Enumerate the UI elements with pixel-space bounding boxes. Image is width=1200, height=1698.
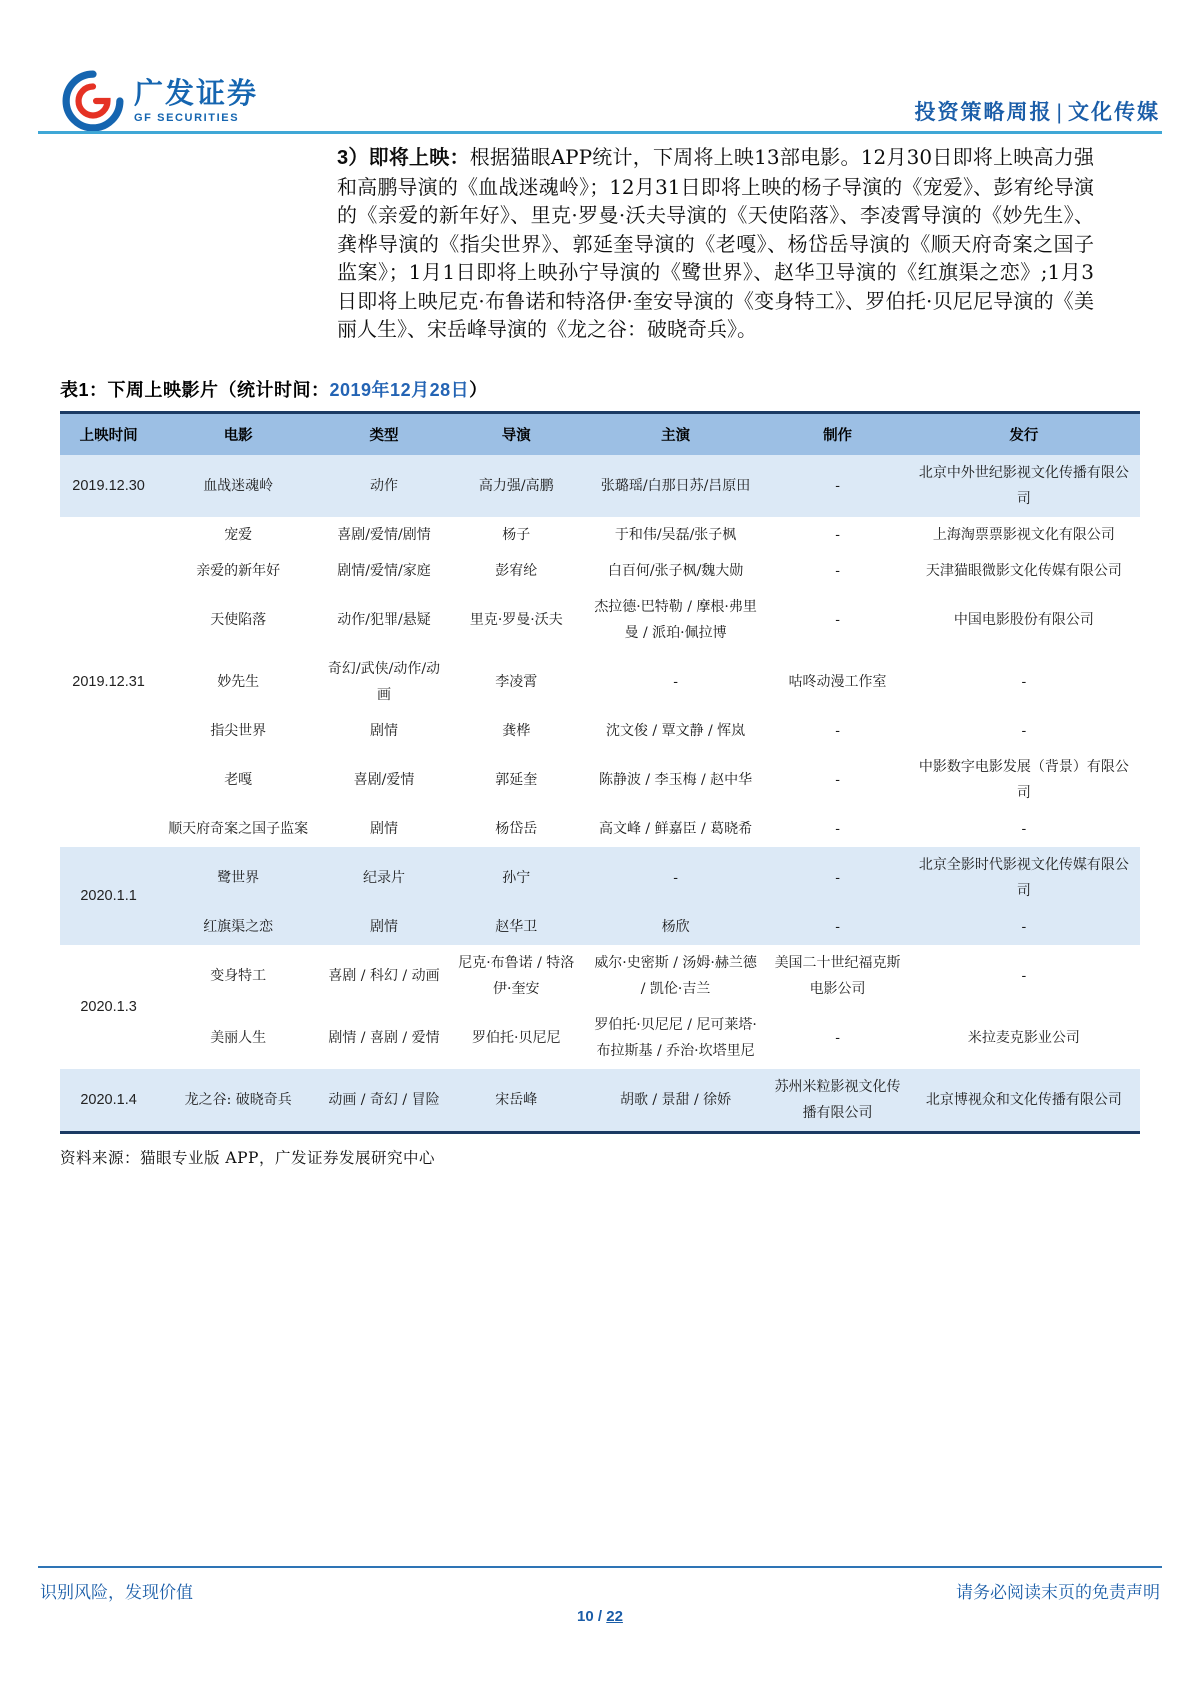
movie-release-table: [60, 411, 1140, 1134]
production-cell: -: [767, 909, 907, 945]
production-cell: -: [835, 563, 840, 579]
upcoming-movies-paragraph: [337, 143, 1094, 344]
production-cell: -: [835, 527, 840, 543]
movie-cell: 妙先生: [217, 674, 260, 690]
table-title-suffix: ）: [469, 380, 488, 400]
report-category: [915, 96, 1160, 126]
column-header: 类型: [319, 413, 449, 456]
director-cell: 彭宥纶: [495, 563, 538, 579]
cast-cell: 于和伟/吴磊/张子枫: [614, 527, 737, 543]
distribution-cell: 上海淘票票影视文化有限公司: [932, 527, 1115, 543]
release-date-cell: 2020.1.1: [60, 847, 157, 945]
distribution-cell: 北京全影时代影视文化传媒有限公司: [908, 847, 1140, 909]
production-cell: -: [835, 612, 840, 628]
movie-cell: 变身特工: [210, 968, 267, 984]
genre-cell: 纪录片: [319, 847, 449, 909]
director-cell: 龚桦: [502, 723, 531, 739]
footer-disclaimer-note: 请务必阅读末页的免责声明: [956, 1583, 1160, 1602]
production-cell: -: [835, 772, 840, 788]
genre-cell: 动作: [319, 455, 449, 517]
movie-cell: 天使陷落: [210, 612, 267, 628]
director-cell: 罗伯托·贝尼尼: [472, 1030, 561, 1046]
footer-divider: [38, 1566, 1162, 1568]
production-cell: 咕咚动漫工作室: [788, 674, 887, 690]
distribution-cell: -: [1021, 968, 1027, 984]
table-row: [60, 749, 1140, 811]
distribution-cell: 天津猫眼微影文化传媒有限公司: [925, 563, 1122, 579]
distribution-cell: 中影数字电影发展（背景）有限公司: [918, 759, 1129, 801]
director-cell: 里克·罗曼·沃夫: [469, 612, 563, 628]
genre-cell: 剧情 / 喜剧 / 爱情: [328, 1030, 440, 1046]
genre-cell: 喜剧/爱情: [353, 772, 415, 788]
cast-cell: 胡歌 / 景甜 / 徐娇: [584, 1069, 768, 1133]
column-header: 制作: [767, 413, 907, 456]
movie-cell: 宠爱: [224, 527, 253, 543]
movie-cell: 美丽人生: [210, 1030, 267, 1046]
director-cell: 尼克·布鲁诺 / 特洛伊·奎安: [458, 955, 575, 997]
page-number: [0, 1608, 1200, 1625]
page-total: 22: [606, 1608, 623, 1625]
distribution-cell: -: [1021, 723, 1027, 739]
table-row: [60, 1007, 1140, 1069]
director-cell: 赵华卫: [449, 909, 584, 945]
distribution-cell: -: [908, 909, 1140, 945]
source-note: 资料来源：猫眼专业版 APP，广发证券发展研究中心: [60, 1149, 435, 1167]
table-title-date: 2019年12月28日: [329, 380, 470, 400]
industry-label: 文化传媒: [1068, 101, 1160, 124]
table-title-prefix: 表1：下周上映影片（统计时间：: [60, 380, 330, 400]
director-cell: 杨岱岳: [495, 821, 538, 837]
release-date-cell: 2020.1.4: [60, 1069, 157, 1133]
paragraph-lead: 3）即将上映：: [337, 147, 470, 169]
production-cell: -: [835, 821, 840, 837]
footer-slogan: 识别风险，发现价值: [40, 1583, 193, 1602]
distribution-cell: -: [1021, 821, 1027, 837]
page-separator: /: [593, 1608, 607, 1625]
director-cell: 高力强/高鹏: [449, 455, 584, 517]
genre-cell: 喜剧 / 科幻 / 动画: [328, 968, 440, 984]
movie-cell: 顺天府奇案之国子监案: [168, 821, 309, 837]
distribution-cell: 北京博视众和文化传播有限公司: [908, 1069, 1140, 1133]
genre-cell: 剧情: [369, 821, 398, 837]
director-cell: 宋岳峰: [449, 1069, 584, 1133]
cast-cell: 白百何/张子枫/魏大勋: [607, 563, 744, 579]
cast-cell: 高文峰 / 鲜嘉臣 / 葛晓希: [598, 821, 753, 837]
table-row: [60, 847, 1140, 909]
column-header: 电影: [157, 413, 319, 456]
director-cell: 杨子: [502, 527, 531, 543]
company-logo: [62, 70, 258, 132]
genre-cell: 剧情: [319, 909, 449, 945]
movie-cell: 老嘎: [224, 772, 253, 788]
movie-cell: 红旗渠之恋: [157, 909, 319, 945]
production-cell: -: [835, 1030, 840, 1046]
header-divider: [38, 131, 1162, 134]
table-row: [60, 455, 1140, 517]
cast-cell: 罗伯托·贝尼尼 / 尼可莱塔·布拉斯基 / 乔治·坎塔里尼: [594, 1017, 757, 1059]
cast-cell: -: [584, 847, 768, 909]
movie-table-body: [60, 455, 1140, 1133]
table-row: [60, 651, 1140, 713]
cast-cell: 杨欣: [584, 909, 768, 945]
production-cell: -: [767, 455, 907, 517]
logo-chinese-name: 广发证券: [134, 78, 259, 110]
column-header: 导演: [449, 413, 584, 456]
director-cell: 李凌霄: [495, 674, 538, 690]
movie-table-header-row: [60, 413, 1140, 456]
movie-cell: 血战迷魂岭: [157, 455, 319, 517]
gf-securities-logo-icon: [62, 70, 124, 132]
production-cell: 苏州米粒影视文化传播有限公司: [767, 1069, 907, 1133]
cast-cell: 沈文俊 / 覃文静 / 恽岚: [605, 723, 746, 739]
distribution-cell: 中国电影股份有限公司: [953, 612, 1094, 628]
director-cell: 郭延奎: [495, 772, 538, 788]
distribution-cell: 北京中外世纪影视文化传播有限公司: [908, 455, 1140, 517]
movie-cell: 龙之谷: 破晓奇兵: [157, 1069, 319, 1133]
movie-cell: 亲爱的新年好: [196, 563, 281, 579]
table-row: [60, 713, 1140, 749]
cast-cell: 威尔·史密斯 / 汤姆·赫兰德 / 凯伦·吉兰: [594, 955, 757, 997]
page-current: 10: [577, 1608, 594, 1625]
genre-cell: 奇幻/武侠/动作/动画: [327, 661, 441, 703]
paragraph-body: 根据猫眼APP统计，下周将上映13部电影。12月30日即将上映高力强和高鹏导演的《血战迷魂岭》；12月31日即将上映的杨子导演的《宠爱》、彭宥纶导演的《亲爱的新年好》、里克·罗曼·沃夫导演的《天使陷落》、李凌霄导演的《妙先生》、龚桦导演的《指尖世界》、郭延奎导演的《老嘎》、杨岱岳导演的《顺天府奇案之国子监案》；1月1日即将上映孙宁导演的《鹭世界》、赵华卫导演的《红旗渠之恋》;1月3日即将上映尼克·布鲁诺和特洛伊·奎安导演的《变身特工》、罗伯托·贝尼尼导演的《美丽人生》、宋岳峰导演的《龙之谷：破晓奇兵》。: [337, 145, 1094, 341]
cast-cell: 杰拉德·巴特勒 / 摩根·弗里曼 / 派珀·佩拉博: [594, 599, 757, 641]
category-separator: |: [1056, 101, 1064, 124]
logo-english-name: GF SECURITIES: [134, 112, 240, 124]
genre-cell: 喜剧/爱情/剧情: [337, 527, 431, 543]
director-cell: 孙宁: [449, 847, 584, 909]
movie-cell: 指尖世界: [210, 723, 267, 739]
cast-cell: -: [673, 674, 678, 690]
table-row: [60, 589, 1140, 651]
table-title: [60, 376, 1140, 402]
production-cell: -: [835, 723, 840, 739]
genre-cell: 剧情: [369, 723, 398, 739]
release-date-cell: 2020.1.3: [80, 999, 137, 1015]
table-row: [60, 553, 1140, 589]
production-cell: 美国二十世纪福克斯电影公司: [774, 955, 901, 997]
cast-cell: 陈静波 / 李玉梅 / 赵中华: [598, 772, 753, 788]
genre-cell: 动作/犯罪/悬疑: [337, 612, 431, 628]
column-header: 主演: [584, 413, 768, 456]
table-row: [60, 945, 1140, 1007]
production-cell: -: [767, 847, 907, 909]
cast-cell: 张璐瑶/白那日苏/吕原田: [584, 455, 768, 517]
genre-cell: 剧情/爱情/家庭: [337, 563, 431, 579]
movie-table-section: [60, 376, 1140, 1184]
column-header: 发行: [908, 413, 1140, 456]
release-date-cell: 2019.12.30: [60, 455, 157, 517]
release-date-cell: 2019.12.31: [72, 674, 145, 690]
genre-cell: 动画 / 奇幻 / 冒险: [319, 1069, 449, 1133]
table-row: [60, 811, 1140, 847]
table-row: [60, 909, 1140, 945]
table-row: [60, 517, 1140, 553]
report-type-label: 投资策略周报: [914, 101, 1053, 124]
movie-cell: 鹭世界: [157, 847, 319, 909]
distribution-cell: 米拉麦克影业公司: [967, 1030, 1080, 1046]
column-header: 上映时间: [60, 413, 157, 456]
distribution-cell: -: [1021, 674, 1027, 690]
table-row: [60, 1069, 1140, 1133]
